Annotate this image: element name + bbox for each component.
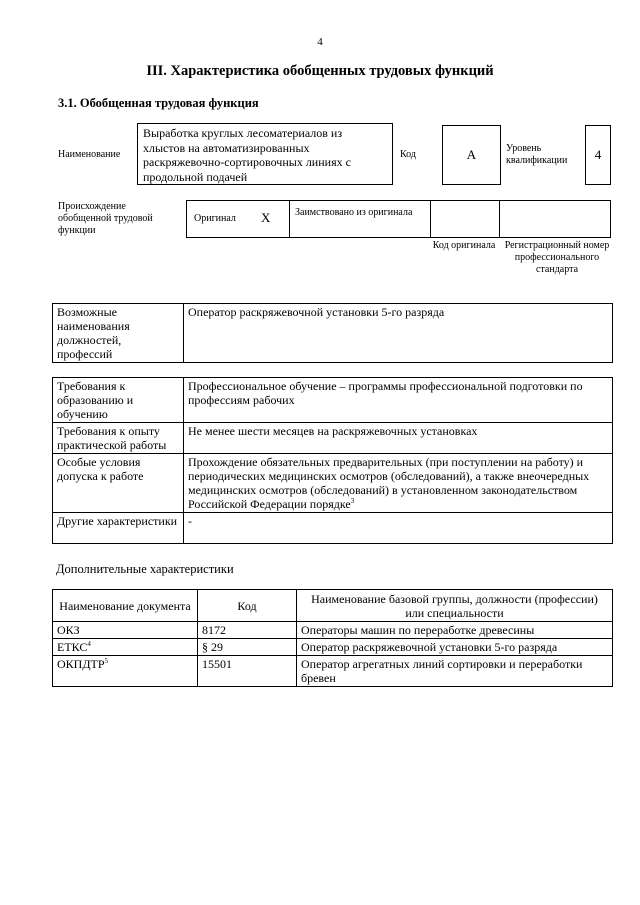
table-header-row bbox=[53, 590, 613, 622]
header-name: Наименование базовой группы, должности (профессии) или специальности bbox=[297, 590, 613, 622]
requirement-value: Профессиональное обучение – программы профессиональной подготовки по профессиям рабочих bbox=[184, 378, 613, 423]
original-label: Оригинал bbox=[194, 213, 236, 224]
table-row bbox=[53, 639, 613, 656]
doc-cell bbox=[53, 656, 198, 687]
original-mark: X bbox=[261, 210, 271, 225]
origin-box bbox=[186, 200, 611, 238]
header-code: Код bbox=[198, 590, 297, 622]
code-original-caption: Код оригинала bbox=[432, 240, 496, 251]
code-value: А bbox=[466, 147, 477, 162]
requirement-text: Прохождение обязательных предварительных (при поступлении на работу) и периодических медицинских осмотров (обследований), а также внеочередных медицинских осмотров (обследований) в установленном законодательством Российской Федерации порядке bbox=[188, 455, 590, 511]
level-label: Уровень квалификации bbox=[506, 143, 568, 166]
requirement-label: Требования к опыту практической работы bbox=[53, 423, 184, 454]
doc-text: ЕТКС bbox=[57, 640, 88, 654]
origin-divider bbox=[499, 201, 500, 237]
header-document: Наименование документа bbox=[53, 590, 198, 622]
origin-divider bbox=[430, 201, 431, 237]
section-title: III. Характеристика обобщенных трудовых функций bbox=[146, 63, 494, 79]
additional-title: Дополнительные характеристики bbox=[56, 562, 234, 576]
origin-divider bbox=[289, 201, 290, 237]
table-row bbox=[53, 454, 613, 513]
name-label: Наименование bbox=[58, 149, 121, 160]
table-row bbox=[53, 378, 613, 423]
name-cell: Операторы машин по переработке древесины bbox=[297, 622, 613, 639]
reg-number-caption: Регистрационный номер профессионального стандарта bbox=[504, 240, 610, 275]
name-cell: Оператор раскряжевочной установки 5-го разряда bbox=[297, 639, 613, 656]
footnote-ref: 5 bbox=[104, 657, 109, 665]
name-cell: Оператор агрегатных линий сортировки и переработки бревен bbox=[297, 656, 613, 687]
table-row bbox=[53, 513, 613, 544]
subsection-title: 3.1. Обобщенная трудовая функция bbox=[58, 96, 259, 110]
code-cell: 8172 bbox=[198, 622, 297, 639]
code-cell: 15501 bbox=[198, 656, 297, 687]
requirements-table bbox=[52, 377, 613, 544]
requirement-label: Другие характеристики bbox=[53, 513, 184, 544]
job-titles-table bbox=[52, 303, 613, 363]
requirement-label: Особые условия допуска к работе bbox=[53, 454, 184, 513]
requirement-label: Требования к образованию и обучению bbox=[53, 378, 184, 423]
level-box bbox=[585, 125, 611, 185]
function-name-box bbox=[137, 123, 393, 185]
code-label: Код bbox=[400, 149, 416, 160]
doc-cell bbox=[53, 639, 198, 656]
requirement-value: Не менее шести месяцев на раскряжевочных установках bbox=[184, 423, 613, 454]
doc-cell: ОКЗ bbox=[53, 622, 198, 639]
level-value: 4 bbox=[594, 147, 602, 162]
code-cell: § 29 bbox=[198, 639, 297, 656]
table-row bbox=[53, 423, 613, 454]
borrowed-label: Заимствовано из оригинала bbox=[295, 207, 413, 218]
additional-table bbox=[52, 589, 613, 687]
function-name-value: Выработка круглых лесоматериалов из хлыстов на автоматизированных раскряжевочно-сортировочных линиях с продольной подачей bbox=[143, 126, 351, 184]
doc-text: ОКПДТР bbox=[57, 657, 105, 671]
footnote-ref: 3 bbox=[350, 497, 355, 505]
code-box bbox=[442, 125, 501, 185]
requirement-value bbox=[184, 454, 613, 513]
table-row bbox=[53, 656, 613, 687]
table-row bbox=[53, 622, 613, 639]
footnote-ref: 4 bbox=[87, 640, 91, 648]
job-titles-label: Возможные наименования должностей, профессий bbox=[53, 304, 184, 363]
page-number: 4 bbox=[317, 36, 323, 48]
table-row bbox=[53, 304, 613, 363]
origin-label: Происхождение обобщенной трудовой функции bbox=[58, 201, 153, 236]
requirement-value: - bbox=[184, 513, 613, 544]
job-titles-value: Оператор раскряжевочной установки 5-го разряда bbox=[184, 304, 613, 363]
